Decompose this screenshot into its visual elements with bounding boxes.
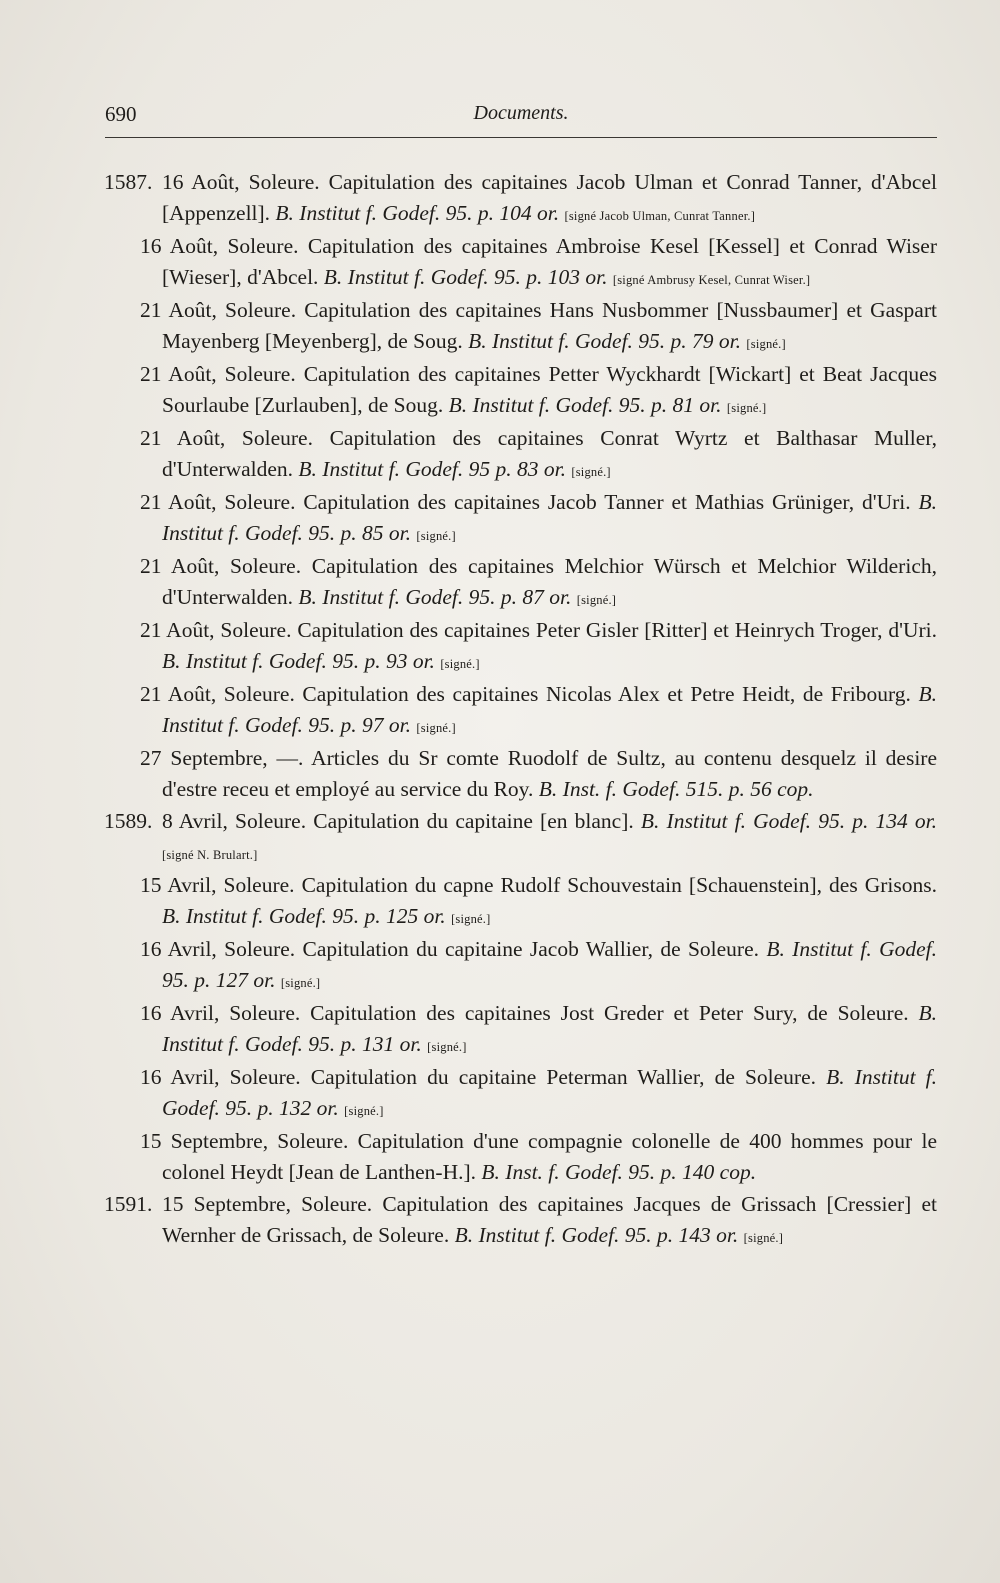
entry-text: Capitulation des capitaines Melchior Würsch et Melchior Wilderich, d'Unterwalden. [162,554,937,609]
entry-text: Capitulation d'une compagnie colonelle de 400 hommes pour le colonel Heydt [Jean de Lanthen-H.]. [162,1129,937,1184]
entry-source: B. Institut f. Godef. 95 p. 83 or. [298,456,572,481]
entry-signature-note: [signé Ambrusy Kesel, Cunrat Wiser.] [612,272,811,287]
entry-date: 21 Août, Soleure. [140,554,312,578]
entry-signature-note: [signé.] [344,1103,384,1118]
entry-source: B. Institut f. Godef. 95. p. 97 or. [162,682,937,737]
entry-text: Articles du Sr comte Ruodolf de Sultz, au contenu desquelz il desire d'estre receu et employé au service du Roy. [162,746,937,801]
entry [140,231,937,295]
entry-source: B. Institut f. Godef. 95. p. 103 or. [323,264,613,289]
page-number: 690 [105,102,137,126]
entry [140,295,937,359]
entry-date: 8 Avril, Soleure. [162,809,314,833]
entry-date: 16 Avril, Soleure. [140,1065,311,1089]
entry-source: B. Institut f. Godef. 95. p. 79 or. [468,328,747,353]
entry-date: 21 Août, Soleure. [140,426,330,450]
entry-text: Capitulation des capitaines Peter Gisler [Ritter] et Heinrych Troger, d'Uri. [297,618,937,642]
entry-source: B. Institut f. Godef. 95. p. 93 or. [162,648,441,673]
entry-date: 21 Août, Soleure. [140,298,305,322]
entry-text: Capitulation des capitaines Nicolas Alex et Petre Heidt, de Fribourg. [302,682,919,706]
entry-date: 15 Avril, Soleure. [140,873,302,897]
entry-source: B. Institut f. Godef. 95. p. 87 or. [298,584,577,609]
entry-text: Capitulation des capitaines Ambroise Kesel [Kessel] et Conrad Wiser [Wieser], d'Abcel. [162,234,937,289]
entry-source: B. Institut f. Godef. 95. p. 134 or. [640,809,937,833]
entry-source: B. Institut f. Godef. 95. p. 81 or. [448,392,727,417]
entry [140,934,938,998]
entry [140,870,937,934]
entry [140,679,937,743]
header-rule [105,137,937,138]
entries-list [0,167,1000,1253]
entry [140,423,937,487]
entry-date: 16 Avril, Soleure. [140,1001,311,1025]
entry-text: Capitulation du capne Rudolf Schouvestain [Schauenstein], des Grisons. [301,873,937,897]
entry-text: Capitulation des capitaines Jacques de Grissach [Cressier] et Wernher de Grissach, de Soleure. [162,1192,937,1247]
entry-date: 16 Avril, Soleure. [140,937,303,961]
entry [140,487,937,551]
entry [140,1062,938,1126]
entry-text: Capitulation du capitaine Jacob Wallier, de Soleure. [302,937,767,961]
page-header [105,102,937,134]
entry-signature-note: [signé.] [746,336,786,351]
entry-year: 1589. [104,809,153,833]
entry-text: Capitulation des capitaines Jost Greder et Peter Sury, de Soleure. [310,1001,919,1025]
running-title: Documents. [473,102,569,124]
entry-source: B. Institut f. Godef. 95. p. 127 or. [162,937,938,992]
entry-signature-note: [signé Jacob Ulman, Cunrat Tanner.] [564,208,756,223]
entry [140,615,937,679]
entry-signature-note: [signé.] [576,592,617,607]
entry-year: 1587. [104,170,153,194]
entry-signature-note: [signé.] [440,656,480,671]
entry-date: 21 Août, Soleure. [140,490,304,514]
entry [140,998,938,1062]
entry-text: Capitulation des capitaines Hans Nusbommer [Nussbaumer] et Gaspart Mayenberg [Meyenberg], de Soug. [162,298,937,353]
entry-source: B. Institut f. Godef. 95. p. 131 or. [162,1001,938,1056]
entry-date: 16 Août, Soleure. [162,170,329,194]
entry-text: Capitulation des capitaines Jacob Tanner et Mathias Grüniger, d'Uri. [303,490,919,514]
entry [104,806,937,870]
entry-signature-note: [signé.] [280,975,321,990]
entry-signature-note: [signé.] [427,1039,467,1054]
entry-date: 21 Août, Soleure. [140,618,298,642]
entry-source: B. Institut f. Godef. 95. p. 132 or. [162,1065,938,1120]
entry [104,1189,937,1253]
entry-signature-note: [signé.] [726,400,767,415]
entry-signature-note: [signé.] [416,720,456,735]
entry-source: B. Institut f. Godef. 95. p. 143 or. [454,1222,744,1247]
entry [140,743,937,804]
entry [140,1126,937,1187]
entry-source: B. Inst. f. Godef. 95. p. 140 cop. [481,1159,757,1184]
entry [140,359,937,423]
entry-text: Capitulation du capitaine [en blanc]. [313,809,641,833]
entry-source: B. Institut f. Godef. 95. p. 125 or. [162,903,452,928]
entry-date: 21 Août, Soleure. [140,682,303,706]
entry-date: 15 Septembre, Soleure. [140,1129,358,1153]
entry-year: 1591. [104,1192,153,1216]
entry-source: B. Institut f. Godef. 95. p. 85 or. [162,490,937,545]
entry-text: Capitulation du capitaine Peterman Wallier, de Soleure. [310,1065,827,1089]
entry-date: 15 Septembre, Soleure. [162,1192,383,1216]
entry-date: 16 Août, Soleure. [140,234,308,258]
entry-signature-note: [signé.] [743,1230,784,1245]
entry [140,551,937,615]
entry-source: B. Inst. f. Godef. 515. p. 56 cop. [538,776,814,801]
entry-date: 27 Septembre, —. [140,746,312,770]
entry-text: Capitulation des capitaines Conrat Wyrtz et Balthasar Muller, d'Unterwalden. [162,426,937,481]
entry-signature-note: [signé.] [416,528,456,543]
entry-source: B. Institut f. Godef. 95. p. 104 or. [275,200,565,225]
entry-signature-note: [signé N. Brulart.] [162,847,258,862]
entry-text: Capitulation des capitaines Jacob Ulman et Conrad Tanner, d'Abcel [Appenzell]. [162,170,937,225]
entry-text: Capitulation des capitaines Petter Wyckhardt [Wickart] et Beat Jacques Sourlaube [Zurlauben], de Soug. [162,362,937,417]
entry-signature-note: [signé.] [451,911,491,926]
entry-date: 21 Août, Soleure. [140,362,304,386]
entry-signature-note: [signé.] [571,464,611,479]
entry [104,167,937,231]
